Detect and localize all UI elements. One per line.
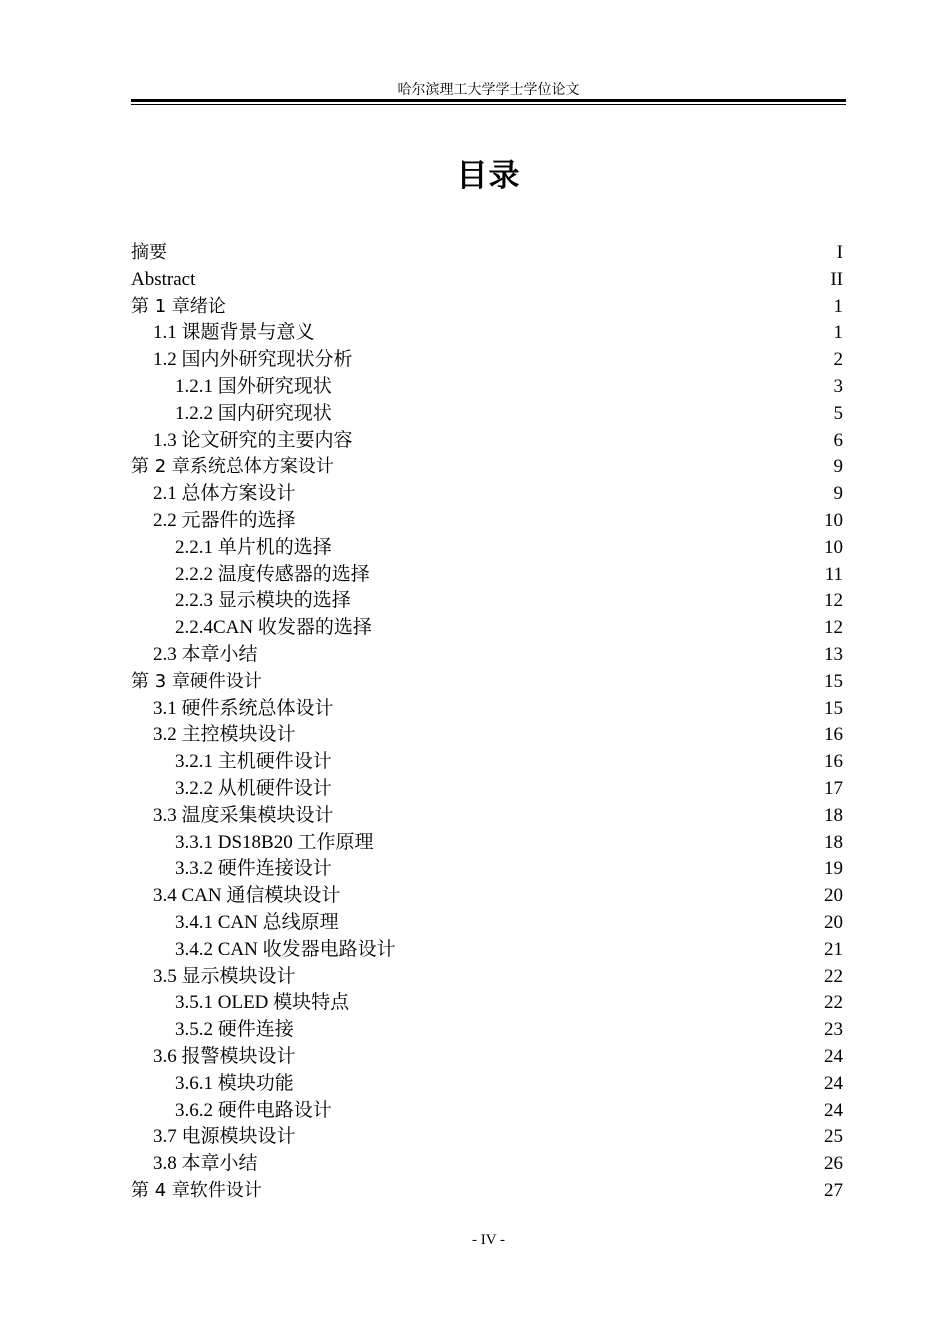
toc-entry[interactable] [131,294,843,321]
toc-entry[interactable] [131,1098,843,1125]
toc-entry[interactable] [131,1151,843,1178]
toc-entry[interactable] [131,749,843,776]
toc-entry[interactable] [131,910,843,937]
toc-entry-label: 3.6.2 硬件电路设计 [175,1099,332,1121]
toc-entry-page: 12 [824,617,843,639]
toc-entry[interactable] [131,535,843,562]
toc-entry[interactable] [131,1124,843,1151]
toc-entry-page: 13 [824,643,843,665]
toc-entry-page: 22 [824,965,843,987]
table-of-contents [131,240,843,1205]
toc-entry[interactable] [131,615,843,642]
toc-entry-page: 16 [824,751,843,773]
running-header: 哈尔滨理工大学学士学位论文 [397,82,580,98]
toc-entry-page: 3 [833,375,843,397]
toc-entry[interactable] [131,696,843,723]
toc-entry-label: 3.5.1 OLED 模块特点 [175,992,350,1014]
toc-entry[interactable] [131,428,843,455]
toc-entry[interactable] [131,722,843,749]
toc-entry[interactable] [131,374,843,401]
toc-entry-page: 23 [824,1019,843,1041]
toc-entry-page: 27 [824,1179,843,1201]
toc-entry-page: 15 [824,670,843,692]
toc-entry-label: 3.3.2 硬件连接设计 [175,858,332,880]
toc-entry[interactable] [131,267,843,294]
toc-entry[interactable] [131,454,843,481]
toc-entry-label: 第 4 章软件设计 [131,1179,262,1201]
toc-entry-page: 6 [833,429,843,451]
toc-entry-page: 12 [824,590,843,612]
toc-entry-label: 3.8 本章小结 [153,1153,258,1175]
page-title: 目录 [456,158,521,194]
toc-entry[interactable] [131,588,843,615]
toc-entry-label: 3.4.2 CAN 收发器电路设计 [175,938,396,960]
toc-entry-page: 18 [824,831,843,853]
toc-entry[interactable] [131,1178,843,1205]
toc-entry[interactable] [131,830,843,857]
toc-entry-label: Abstract [131,268,196,290]
toc-entry-label: 1.2.1 国外研究现状 [175,375,332,397]
toc-entry-label: 2.3 本章小结 [153,643,258,665]
toc-entry[interactable] [131,1017,843,1044]
page-number: - IV - [471,1232,506,1248]
toc-entry[interactable] [131,320,843,347]
toc-entry-label: 2.2.4CAN 收发器的选择 [175,617,372,639]
toc-entry-page: 24 [824,1045,843,1067]
toc-entry-page: 16 [824,724,843,746]
toc-entry-label: 3.1 硬件系统总体设计 [153,697,334,719]
toc-entry[interactable] [131,401,843,428]
toc-entry-page: 20 [824,885,843,907]
toc-entry-label: 3.3.1 DS18B20 工作原理 [175,831,374,853]
toc-entry-page: 10 [824,536,843,558]
toc-entry-label: 3.3 温度采集模块设计 [153,804,334,826]
toc-entry-label: 2.2.3 显示模块的选择 [175,590,351,612]
toc-entry-label: 2.1 总体方案设计 [153,483,296,505]
toc-entry[interactable] [131,642,843,669]
toc-entry-page: 11 [824,563,843,585]
toc-entry-page: I [836,242,843,263]
toc-entry-label: 3.6.1 模块功能 [175,1072,294,1094]
toc-entry[interactable] [131,481,843,508]
toc-entry-label: 3.2.1 主机硬件设计 [175,751,332,773]
toc-entry-page: 1 [833,295,843,317]
toc-entry-page: 1 [833,322,843,344]
toc-entry-label: 第 2 章系统总体方案设计 [131,456,334,478]
toc-entry-label: 1.2 国内外研究现状分析 [153,349,353,371]
toc-entry-label: 3.5.2 硬件连接 [175,1019,294,1041]
toc-entry[interactable] [131,883,843,910]
toc-entry[interactable] [131,776,843,803]
toc-entry-page: 18 [824,804,843,826]
toc-entry-page: 10 [824,509,843,531]
toc-entry-page: 19 [824,858,843,880]
toc-entry-label: 3.2 主控模块设计 [153,724,296,746]
toc-entry-label: 3.5 显示模块设计 [153,965,296,987]
toc-entry[interactable] [131,347,843,374]
toc-entry[interactable] [131,990,843,1017]
toc-entry-label: 3.2.2 从机硬件设计 [175,777,332,799]
toc-entry-label: 2.2.1 单片机的选择 [175,536,332,558]
toc-entry-label: 3.4 CAN 通信模块设计 [153,885,341,907]
toc-entry-page: 26 [824,1153,843,1175]
header-rule-thick [131,99,846,102]
toc-entry-page: 24 [824,1072,843,1094]
toc-entry-page: 15 [824,697,843,719]
toc-entry-label: 1.2.2 国内研究现状 [175,402,332,424]
header-rule-thin [131,104,846,105]
toc-entry-page: 21 [824,938,843,960]
toc-entry-page: 22 [824,992,843,1014]
toc-entry-label: 第 1 章绪论 [131,295,226,317]
toc-entry[interactable] [131,562,843,589]
toc-entry-page: 17 [824,777,843,799]
toc-entry[interactable] [131,856,843,883]
toc-entry-label: 摘要 [131,242,167,263]
toc-entry-label: 1.1 课题背景与意义 [153,322,315,344]
toc-entry-label: 1.3 论文研究的主要内容 [153,429,353,451]
toc-entry-page: 5 [833,402,843,424]
toc-entry[interactable] [131,508,843,535]
toc-entry-page: 2 [833,349,843,371]
toc-entry-page: 25 [824,1126,843,1148]
toc-entry-page: II [830,268,843,290]
toc-entry[interactable] [131,937,843,964]
toc-entry-page: 24 [824,1099,843,1121]
toc-entry-page: 9 [833,483,843,505]
toc-entry-page: 20 [824,911,843,933]
toc-entry-label: 3.7 电源模块设计 [153,1126,296,1148]
toc-entry[interactable] [131,803,843,830]
toc-entry-label: 2.2 元器件的选择 [153,509,296,531]
toc-entry-label: 3.6 报警模块设计 [153,1045,296,1067]
toc-entry[interactable] [131,669,843,696]
toc-entry-page: 9 [833,456,843,478]
toc-entry[interactable] [131,1071,843,1098]
toc-entry-label: 第 3 章硬件设计 [131,670,262,692]
toc-entry[interactable] [131,240,843,267]
toc-entry-label: 3.4.1 CAN 总线原理 [175,911,339,933]
toc-entry-label: 2.2.2 温度传感器的选择 [175,563,370,585]
toc-entry[interactable] [131,964,843,991]
toc-entry[interactable] [131,1044,843,1071]
